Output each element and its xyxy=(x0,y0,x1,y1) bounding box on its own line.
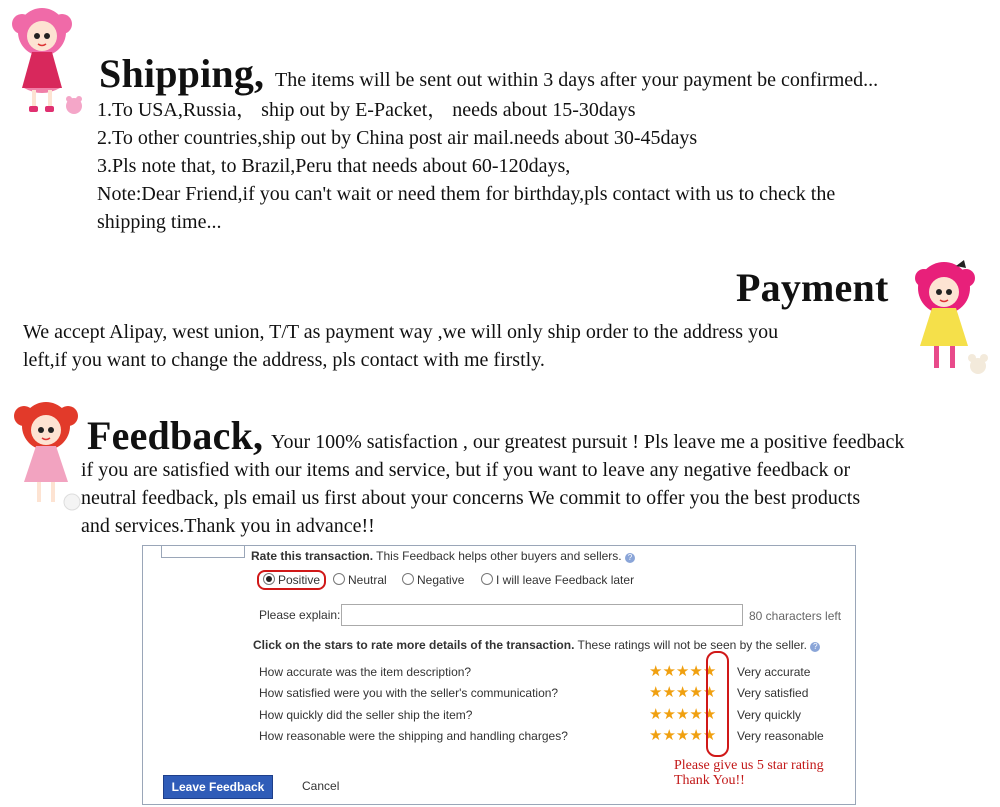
shipping-line-3: 3.Pls note that, to Brazil,Peru that needs about 60-120days, xyxy=(97,155,571,177)
star-icon: ★ xyxy=(675,727,690,744)
doll-red-icon xyxy=(8,398,90,516)
feedback-heading: Feedback, xyxy=(87,413,264,458)
star-icon: ★ xyxy=(689,706,703,723)
star-icon: ★ xyxy=(675,706,690,723)
chars-left: 80 characters left xyxy=(749,609,842,623)
star-icon: ★ xyxy=(649,706,663,723)
payment-heading: Payment xyxy=(736,265,889,310)
stars-help-text: These ratings will not be seen by the seller. xyxy=(577,638,808,652)
star-icon: ★ xyxy=(702,706,717,723)
explain-label: Please explain: xyxy=(259,608,341,622)
negative-option[interactable] xyxy=(402,573,464,587)
shipping-note-2: shipping time... xyxy=(97,211,222,233)
shipping-line-2: 2.To other countries,ship out by China post air mail.needs about 30-45days xyxy=(97,127,698,149)
rate-label: Rate this transaction. xyxy=(251,549,374,563)
neutral-label: Neutral xyxy=(348,573,387,587)
star-note-2: Thank You!! xyxy=(674,773,745,788)
question-1: How accurate was the item description? xyxy=(259,665,472,679)
shipping-note-1: Note:Dear Friend,if you can't wait or need them for birthday,pls contact with us to check the xyxy=(97,183,836,205)
neutral-option[interactable] xyxy=(333,573,387,587)
stars-row-header xyxy=(253,638,820,652)
payment-line-1: We accept Alipay, west union, T/T as payment way ,we will only ship order to the address you xyxy=(23,321,779,343)
star-icon: ★ xyxy=(649,727,663,744)
later-option[interactable] xyxy=(481,573,634,587)
negative-radio[interactable] xyxy=(402,573,414,585)
rate-help-text: This Feedback helps other buyers and sellers. xyxy=(376,549,622,563)
question-2: How satisfied were you with the seller's communication? xyxy=(259,686,559,700)
star-icon: ★ xyxy=(675,684,690,701)
fifth-star-highlight xyxy=(706,651,729,757)
star-icon: ★ xyxy=(689,663,703,680)
neutral-radio[interactable] xyxy=(333,573,345,585)
star-icon: ★ xyxy=(702,663,717,680)
stars-label: Click on the stars to rate more details of the transaction. xyxy=(253,638,575,652)
feedback-line-3: neutral feedback, pls email us first about your concerns We commit to offer you the best products xyxy=(81,487,861,509)
star-icon: ★ xyxy=(702,727,717,744)
answer-2: Very satisfied xyxy=(737,686,809,700)
positive-label: Positive xyxy=(278,573,321,587)
star-icon: ★ xyxy=(649,684,663,701)
feedback-line-4: and services.Thank you in advance!! xyxy=(81,515,375,537)
shipping-heading: Shipping, xyxy=(99,51,265,96)
star-note-1: Please give us 5 star rating xyxy=(674,758,824,773)
star-icon: ★ xyxy=(702,684,717,701)
answer-4: Very reasonable xyxy=(737,729,824,743)
star-icon: ★ xyxy=(675,663,690,680)
doll-pink-icon xyxy=(4,2,96,120)
explain-input[interactable] xyxy=(341,604,743,626)
positive-option[interactable] xyxy=(257,570,326,590)
shipping-intro: The items will be sent out within 3 days after your payment be confirmed... xyxy=(275,69,879,91)
feedback-line-2: if you are satisfied with our items and service, but if you want to leave any negative feedback or xyxy=(81,459,851,481)
star-icon: ★ xyxy=(662,727,676,744)
answer-1: Very accurate xyxy=(737,665,811,679)
later-label: I will leave Feedback later xyxy=(496,573,635,587)
negative-label: Negative xyxy=(417,573,465,587)
help-icon[interactable]: ? xyxy=(810,642,820,652)
cancel-link[interactable]: Cancel xyxy=(302,779,340,793)
leave-feedback-button[interactable]: Leave Feedback xyxy=(163,775,273,799)
star-icon: ★ xyxy=(689,684,703,701)
star-icon: ★ xyxy=(649,663,663,680)
feedback-intro: Your 100% satisfaction , our greatest pursuit ! Pls leave me a positive feedback xyxy=(271,431,905,453)
shipping-line-1: 1.To USA,Russia， ship out by E-Packet， needs about 15-30days xyxy=(97,99,636,121)
payment-line-2: left,if you want to change the address, pls contact with me firstly. xyxy=(23,349,545,371)
star-icon: ★ xyxy=(689,727,703,744)
positive-radio[interactable] xyxy=(263,573,275,585)
star-icon: ★ xyxy=(662,663,676,680)
rate-row xyxy=(251,549,635,563)
star-icon: ★ xyxy=(662,684,676,701)
help-icon[interactable]: ? xyxy=(625,553,635,563)
feedback-form xyxy=(142,545,856,805)
form-tab xyxy=(161,545,245,558)
doll-yellow-icon xyxy=(900,254,998,382)
question-3: How quickly did the seller ship the item? xyxy=(259,708,473,722)
question-4: How reasonable were the shipping and handling charges? xyxy=(259,729,568,743)
later-radio[interactable] xyxy=(481,573,493,585)
answer-3: Very quickly xyxy=(737,708,802,722)
star-icon: ★ xyxy=(662,706,676,723)
